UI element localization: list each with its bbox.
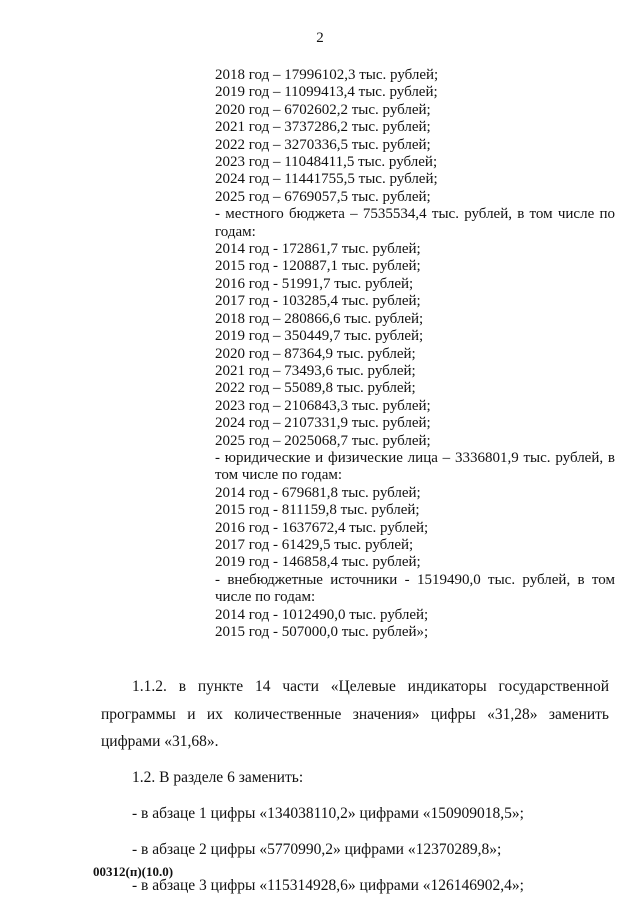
funding-line: 2025 год – 6769057,5 тыс. рублей; — [215, 188, 431, 205]
legal-entities-line: 2019 год - 146858,4 тыс. рублей; — [215, 554, 421, 571]
paragraph-1-1-2: 1.1.2. в пункте 14 части «Целевые индикаторы государственной программы и их количественные значения» цифры «31,28» заменить цифрами «31,68». — [101, 678, 609, 750]
paragraph-1-2: 1.2. В разделе 6 заменить: — [132, 769, 304, 786]
amendments-section — [101, 673, 609, 900]
local-budget-line: 2014 год - 172861,7 тыс. рублей; — [215, 241, 421, 258]
extrabudget-header: - внебюджетные источники - 1519490,0 тыс. рублей, в том числе по годам: — [215, 571, 615, 606]
funding-line: 2023 год – 11048411,5 тыс. рублей; — [215, 154, 438, 171]
document-code: 00312(п)(10.0) — [93, 864, 174, 879]
extrabudget-line: 2014 год - 1012490,0 тыс. рублей; — [215, 606, 429, 623]
local-budget-line: 2019 год – 350449,7 тыс. рублей; — [215, 328, 424, 345]
extrabudget-line: 2015 год - 507000,0 тыс. рублей»; — [215, 624, 429, 640]
legal-entities-line: 2015 год - 811159,8 тыс. рублей; — [215, 502, 420, 519]
local-budget-line: 2020 год – 87364,9 тыс. рублей; — [215, 345, 416, 362]
funding-line: 2019 год – 11099413,4 тыс. рублей; — [215, 84, 438, 101]
funding-line: 2020 год – 6702602,2 тыс. рублей; — [215, 101, 431, 118]
local-budget-line: 2024 год – 2107331,9 тыс. рублей; — [215, 415, 431, 432]
local-budget-header: - местного бюджета – 7535534,4 тыс. рублей, в том числе по годам: — [215, 206, 615, 240]
funding-line: 2021 год – 3737286,2 тыс. рублей; — [215, 119, 431, 136]
local-budget-line: 2023 год – 2106843,3 тыс. рублей; — [215, 397, 431, 414]
local-budget-line: 2015 год - 120887,1 тыс. рублей; — [215, 258, 421, 275]
funding-line: 2024 год – 11441755,5 тыс. рублей; — [215, 171, 438, 188]
funding-line: 2022 год – 3270336,5 тыс. рублей; — [215, 136, 431, 153]
local-budget-line: 2021 год – 73493,6 тыс. рублей; — [215, 362, 416, 379]
replacement-item: - в абзаце 3 цифры «115314928,6» цифрами «126146902,4»; — [132, 877, 524, 894]
legal-entities-line: 2017 год - 61429,5 тыс. рублей; — [215, 536, 414, 553]
local-budget-line: 2017 год - 103285,4 тыс. рублей; — [215, 293, 421, 310]
local-budget-line: 2022 год – 55089,8 тыс. рублей; — [215, 380, 416, 397]
legal-entities-line: 2014 год - 679681,8 тыс. рублей; — [215, 484, 421, 501]
legal-entities-header: - юридические и физические лица – 3336801,9 тыс. рублей, в том числе по годам: — [215, 449, 615, 484]
funding-breakdown — [215, 67, 615, 641]
replacement-item: - в абзаце 1 цифры «134038110,2» цифрами «150909018,5»; — [132, 805, 524, 822]
local-budget-line: 2016 год - 51991,7 тыс. рублей; — [215, 275, 414, 292]
funding-line: 2018 год – 17996102,3 тыс. рублей; — [215, 67, 439, 83]
legal-entities-line: 2016 год - 1637672,4 тыс. рублей; — [215, 519, 429, 536]
replacement-item: - в абзаце 2 цифры «5770990,2» цифрами «12370289,8»; — [132, 841, 502, 858]
page-number: 2 — [316, 30, 324, 46]
local-budget-line: 2025 год – 2025068,7 тыс. рублей; — [215, 432, 431, 449]
local-budget-line: 2018 год – 280866,6 тыс. рублей; — [215, 310, 424, 327]
